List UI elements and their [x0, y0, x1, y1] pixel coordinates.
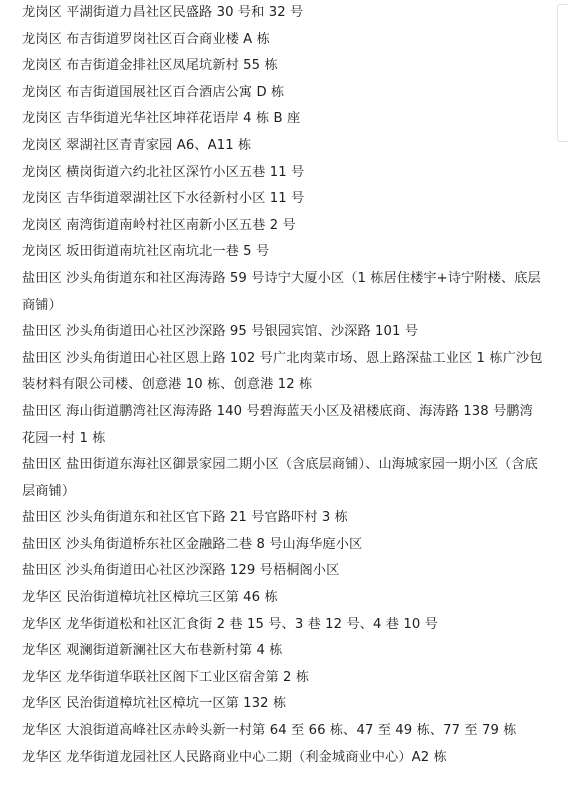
- list-item: 龙岗区 平湖街道力昌社区民盛路 30 号和 32 号: [22, 5, 304, 20]
- list-item: 龙岗区 吉华街道翠湖社区下水径新村小区 11 号: [22, 191, 305, 207]
- list-item: 龙岗区 坂田街道南坑社区南坑北一巷 5 号: [22, 244, 270, 260]
- list-item: 盐田区 沙头角街道桥东社区金融路二巷 8 号山海华庭小区: [22, 536, 363, 552]
- list-item: 龙华区 龙华街道华联社区阁下工业区宿舍第 2 栋: [22, 669, 310, 685]
- list-item: 龙华区 观澜街道新澜社区大布巷新村第 4 栋: [22, 643, 283, 659]
- list-item: 龙岗区 南湾街道南岭村社区南新小区五巷 2 号: [22, 217, 296, 233]
- list-item: 龙岗区 布吉街道国展社区百合酒店公寓 D 栋: [22, 84, 285, 100]
- address-list: [22, 0, 544, 771]
- list-item: 龙华区 龙华街道龙园社区人民路商业中心二期（利金城商业中心）A2 栋: [22, 749, 447, 765]
- list-item: 龙华区 民治街道樟坑社区樟坑一区第 132 栋: [22, 696, 287, 712]
- list-item: 龙岗区 翠湖社区青青家园 A6、A11 栋: [22, 137, 252, 153]
- list-item: 龙华区 龙华街道松和社区汇食街 2 巷 15 号、3 巷 12 号、4 巷 10 号: [22, 616, 438, 632]
- list-item: 盐田区 沙头角街道田心社区沙深路 95 号银园宾馆、沙深路 101 号: [22, 324, 419, 340]
- list-item: 盐田区 沙头角街道田心社区恩上路 102 号广北肉菜市场、恩上路深盐工业区 1 栋广沙包装材料有限公司楼、创意港 10 栋、创意港 12 栋: [22, 350, 543, 393]
- list-item: 盐田区 海山街道鹏湾社区海涛路 140 号碧海蓝天小区及裙楼底商、海涛路 138 号鹏湾花园一村 1 栋: [22, 403, 533, 446]
- right-edge-panel: [557, 4, 568, 142]
- list-item: 盐田区 沙头角街道田心社区沙深路 129 号梧桐阁小区: [22, 563, 340, 579]
- list-item: 龙岗区 横岗街道六约北社区深竹小区五巷 11 号: [22, 164, 305, 180]
- list-item: 盐田区 沙头角街道东和社区海涛路 59 号诗宁大厦小区（1 栋居住楼宇+诗宁附楼、底层商铺）: [22, 270, 541, 313]
- list-item: 盐田区 盐田街道东海社区御景家园二期小区（含底层商铺）、山海城家园一期小区（含底层商铺）: [22, 457, 538, 499]
- list-item: 龙岗区 布吉街道罗岗社区百合商业楼 A 栋: [22, 31, 270, 47]
- list-item: 盐田区 沙头角街道东和社区官下路 21 号官路吓村 3 栋: [22, 510, 348, 526]
- list-item: 龙岗区 吉华街道光华社区坤祥花语岸 4 栋 B 座: [22, 111, 301, 127]
- list-item: 龙华区 大浪街道高峰社区赤岭头新一村第 64 至 66 栋、47 至 49 栋、77 至 79 栋: [22, 723, 517, 739]
- list-item: 龙岗区 布吉街道金排社区凤尾坑新村 55 栋: [22, 58, 278, 74]
- list-item: 龙华区 民治街道樟坑社区樟坑三区第 46 栋: [22, 590, 278, 606]
